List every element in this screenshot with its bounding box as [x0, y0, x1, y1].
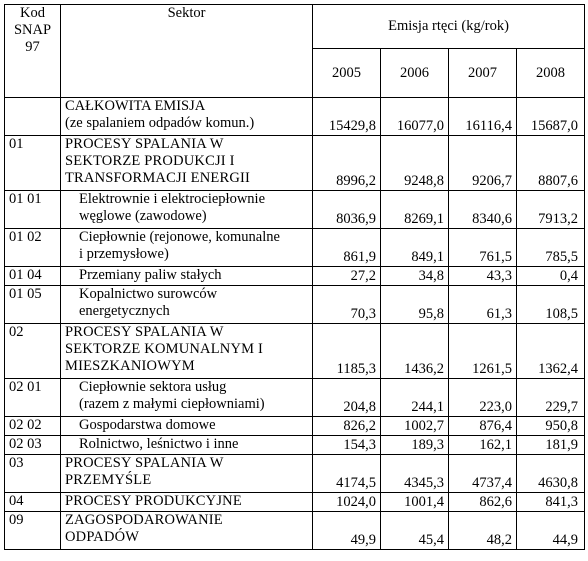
header-year: 2008: [517, 49, 585, 98]
emission-value-cell: 862,6: [449, 493, 517, 512]
header-emission: Emisja rtęci (kg/rok): [313, 5, 585, 49]
snap-code-cell: 04: [5, 493, 61, 512]
sector-name-line: węglowe (zawodowe): [79, 208, 207, 224]
emission-value-cell: 49,9: [313, 512, 381, 550]
emission-value-cell: 1362,4: [517, 324, 585, 379]
sector-name-line: Rolnictwo, leśnictwo i inne: [79, 436, 239, 452]
emission-value-cell: 4737,4: [449, 455, 517, 493]
header-code-line: Kod: [20, 5, 45, 21]
header-code-line: SNAP: [13, 22, 52, 38]
snap-code-cell: 01 02: [5, 229, 61, 267]
emission-value-cell: 1436,2: [381, 324, 449, 379]
emission-value-cell: 162,1: [449, 436, 517, 455]
emission-value-cell: 45,4: [381, 512, 449, 550]
table-row: [5, 229, 585, 267]
snap-code-cell: 02 01: [5, 379, 61, 417]
snap-code-cell: 02 02: [5, 417, 61, 436]
sector-name-cell: [61, 267, 313, 286]
sector-name-cell: [61, 191, 313, 229]
emission-value-cell: 1185,3: [313, 324, 381, 379]
sector-name-line: Gospodarstwa domowe: [79, 417, 216, 433]
table-row: [5, 136, 585, 191]
sector-name-line: PROCESY SPALANIA W: [65, 455, 224, 471]
emission-value-cell: 48,2: [449, 512, 517, 550]
sector-name-line: energetycznych: [79, 303, 170, 319]
emission-value-cell: 34,8: [381, 267, 449, 286]
table-row: [5, 455, 585, 493]
mercury-emission-table: [4, 4, 585, 550]
emission-value-cell: 4630,8: [517, 455, 585, 493]
table-row: [5, 324, 585, 379]
emission-value-cell: 15429,8: [313, 98, 381, 136]
sector-name-cell: [61, 324, 313, 379]
emission-value-cell: 1001,4: [381, 493, 449, 512]
emission-value-cell: 8340,6: [449, 191, 517, 229]
sector-name-cell: [61, 493, 313, 512]
sector-name-line: PROCESY SPALANIA W: [65, 324, 224, 340]
sector-name-line: PRZEMYŚLE: [65, 472, 152, 488]
emission-value-cell: 4174,5: [313, 455, 381, 493]
sector-name-cell: [61, 136, 313, 191]
emission-value-cell: 108,5: [517, 286, 585, 324]
sector-name-line: Kopalnictwo surowców: [79, 286, 218, 302]
emission-value-cell: 70,3: [313, 286, 381, 324]
sector-name-line: SEKTORZE PRODUKCJI I: [65, 153, 235, 169]
header-year: 2006: [381, 49, 449, 98]
emission-value-cell: 8269,1: [381, 191, 449, 229]
emission-value-cell: 9206,7: [449, 136, 517, 191]
sector-name-line: Ciepłownie sektora usług: [79, 379, 227, 395]
emission-value-cell: 181,9: [517, 436, 585, 455]
sector-name-line: ZAGOSPODAROWANIE: [65, 512, 223, 528]
emission-value-cell: 95,8: [381, 286, 449, 324]
sector-name-line: i przemysłowe): [79, 246, 169, 262]
emission-value-cell: 4345,3: [381, 455, 449, 493]
sector-name-line: Ciepłownie (rejonowe, komunalne: [79, 229, 280, 245]
snap-code-cell: 01 05: [5, 286, 61, 324]
emission-value-cell: 229,7: [517, 379, 585, 417]
emission-value-cell: 841,3: [517, 493, 585, 512]
sector-name-cell: [61, 286, 313, 324]
emission-value-cell: 223,0: [449, 379, 517, 417]
sector-name-line: PROCESY PRODUKCYJNE: [65, 493, 242, 509]
sector-name-line: CAŁKOWITA EMISJA: [65, 98, 206, 114]
snap-code-cell: 09: [5, 512, 61, 550]
emission-value-cell: 43,3: [449, 267, 517, 286]
emission-value-cell: 876,4: [449, 417, 517, 436]
sector-name-line: PROCESY SPALANIA W: [65, 136, 224, 152]
sector-name-cell: [61, 436, 313, 455]
emission-value-cell: 826,2: [313, 417, 381, 436]
sector-name-cell: [61, 98, 313, 136]
table-row: [5, 379, 585, 417]
sector-name-cell: [61, 455, 313, 493]
snap-code-cell: 03: [5, 455, 61, 493]
sector-name-cell: [61, 512, 313, 550]
emission-value-cell: 27,2: [313, 267, 381, 286]
snap-code-cell: 02: [5, 324, 61, 379]
emission-value-cell: 0,4: [517, 267, 585, 286]
emission-value-cell: 785,5: [517, 229, 585, 267]
emission-value-cell: 189,3: [381, 436, 449, 455]
table-row: [5, 286, 585, 324]
emission-value-cell: 16077,0: [381, 98, 449, 136]
emission-value-cell: 8807,6: [517, 136, 585, 191]
snap-code-cell: [5, 98, 61, 136]
emission-value-cell: 761,5: [449, 229, 517, 267]
sector-name-cell: [61, 229, 313, 267]
sector-name-line: (razem z małymi ciepłowniami): [79, 396, 265, 412]
header-year: 2007: [449, 49, 517, 98]
emission-value-cell: 861,9: [313, 229, 381, 267]
table-row: [5, 267, 585, 286]
table-row: [5, 191, 585, 229]
snap-code-cell: 01: [5, 136, 61, 191]
table-row: [5, 436, 585, 455]
header-snap-code: [5, 5, 61, 98]
emission-value-cell: 1002,7: [381, 417, 449, 436]
emission-value-cell: 950,8: [517, 417, 585, 436]
emission-value-cell: 61,3: [449, 286, 517, 324]
emission-value-cell: 849,1: [381, 229, 449, 267]
sector-name-cell: [61, 417, 313, 436]
header-code-line: 97: [25, 39, 40, 55]
emission-value-cell: 16116,4: [449, 98, 517, 136]
table-body: [5, 98, 585, 550]
sector-name-line: MIESZKANIOWYM: [65, 358, 195, 374]
table-row: [5, 417, 585, 436]
sector-name-line: Przemiany paliw stałych: [79, 267, 222, 283]
sector-name-line: SEKTORZE KOMUNALNYM I: [65, 341, 264, 357]
emission-value-cell: 1024,0: [313, 493, 381, 512]
snap-code-cell: 01 01: [5, 191, 61, 229]
emission-value-cell: 8036,9: [313, 191, 381, 229]
emission-value-cell: 15687,0: [517, 98, 585, 136]
emission-value-cell: 204,8: [313, 379, 381, 417]
emission-value-cell: 244,1: [381, 379, 449, 417]
snap-code-cell: 01 04: [5, 267, 61, 286]
emission-value-cell: 1261,5: [449, 324, 517, 379]
sector-name-line: (ze spalaniem odpadów komun.): [65, 115, 255, 131]
table-row: [5, 512, 585, 550]
sector-name-cell: [61, 379, 313, 417]
emission-value-cell: 9248,8: [381, 136, 449, 191]
sector-name-line: Elektrownie i elektrociepłownie: [79, 191, 266, 207]
header-sector: Sektor: [61, 5, 313, 98]
sector-name-line: TRANSFORMACJI ENERGII: [65, 170, 251, 186]
emission-value-cell: 44,9: [517, 512, 585, 550]
table-row: [5, 98, 585, 136]
emission-value-cell: 154,3: [313, 436, 381, 455]
header-year: 2005: [313, 49, 381, 98]
table-row: [5, 493, 585, 512]
emission-value-cell: 7913,2: [517, 191, 585, 229]
sector-name-line: ODPADÓW: [65, 529, 140, 545]
emission-value-cell: 8996,2: [313, 136, 381, 191]
snap-code-cell: 02 03: [5, 436, 61, 455]
